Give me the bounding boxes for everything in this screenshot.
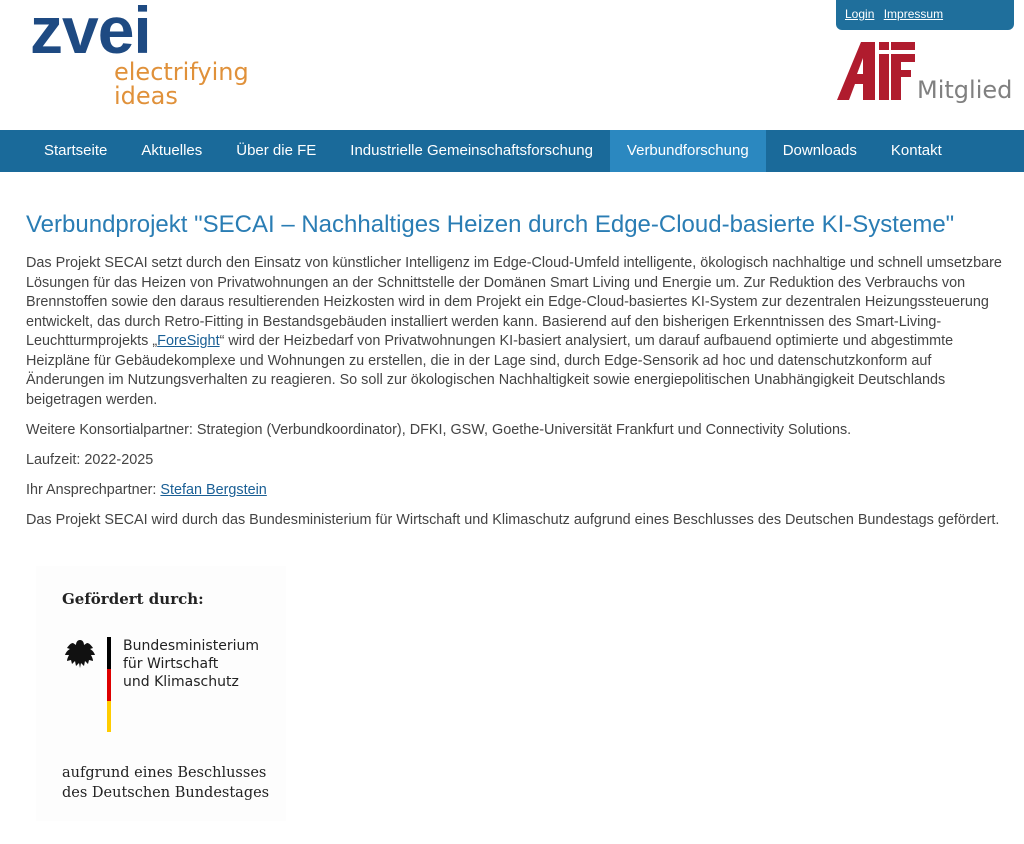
- ministry-name: [123, 637, 259, 691]
- page-title: Verbundprojekt "SECAI – Nachhaltiges Heizen durch Edge-Cloud-basierte KI-Systeme": [26, 211, 955, 238]
- intro-text-before-link: Das Projekt SECAI setzt durch den Einsatz von künstlicher Intelligenz im Edge-Cloud-Umfeld intelligente, ökologisch nachhaltige und schnell umsetzbare Lösungen für das Heizen von Privatwohnungen an der Schnittstelle der Domänen Smart Living und Energie um. Zur Reduktion des Verbrauchs von Brennstoffen sowie den daraus resultierenden Heizkosten wird in dem Projekt ein Edge-Cloud-basiertes KI-System zur dezentralen Heizungssteuerung entwickelt, das durch Retro-Fitting in Bestandsgebäuden installiert werden kann. Basierend auf den bisherigen Erkenntnissen des Smart-Living-Leuchtturmprojekts „: [26, 255, 1002, 349]
- nav-item-industrielle-gemeinschaftsforschung[interactable]: Industrielle Gemeinschaftsforschung: [350, 142, 593, 159]
- login-link[interactable]: Login: [845, 7, 875, 21]
- nav-item-startseite[interactable]: Startseite: [44, 142, 108, 159]
- aif-mitglied-text: Mitglied: [917, 76, 1013, 104]
- ministry-line-2: für Wirtschaft: [123, 656, 219, 672]
- main-content: [26, 210, 1004, 541]
- nav-item-downloads[interactable]: Downloads: [782, 142, 857, 159]
- zvei-logo-tagline-1: electrifying: [114, 58, 249, 86]
- intro-text-after-link: “ wird der Heizbedarf von Privatwohnungen KI-basiert analysiert, um darauf aufbauend optimierte und abgestimmte Heizpläne für Gebäudekomplexe und Wohnungen zu erstellen, die in der Lage sind, durch Edge-Sensorik ad hoc und datenschutzkonform auf Änderungen im Nutzungsverhalten zu reagieren. So soll zur ökologischen Nachhaltigkeit sowie energiepolitischen Unabhängigkeit Deutschlands beigetragen werden.: [26, 333, 954, 408]
- contact-paragraph: [26, 481, 1004, 501]
- aif-logo-mark: [835, 40, 917, 104]
- intro-paragraph: [26, 254, 1004, 410]
- partners-paragraph: Weitere Konsortialpartner: Strategion (Verbundkoordinator), DFKI, GSW, Goethe-Universität Frankfurt und Connectivity Solutions.: [26, 421, 852, 438]
- runtime-paragraph: Laufzeit: 2022-2025: [26, 451, 154, 468]
- aif-member-logo: [835, 40, 1020, 106]
- bmwk-funding-logo: [36, 566, 286, 821]
- nav-item-verbundforschung[interactable]: Verbundforschung: [610, 130, 766, 172]
- nav-item-kontakt[interactable]: Kontakt: [890, 142, 942, 159]
- german-flag-bar: [107, 637, 111, 732]
- nav-item-aktuelles[interactable]: Aktuelles: [141, 142, 203, 159]
- zvei-logo-word: zvei: [30, 0, 151, 67]
- zvei-logo[interactable]: [30, 0, 249, 108]
- impressum-link[interactable]: Impressum: [883, 7, 944, 21]
- bundestag-decision-text: [62, 763, 269, 803]
- ministry-line-1: Bundesministerium: [123, 638, 259, 654]
- decision-line-2: des Deutschen Bundestages: [62, 785, 270, 801]
- main-navigation: [0, 130, 1024, 172]
- foresight-link[interactable]: ForeSight: [157, 333, 220, 349]
- zvei-logo-tagline-2: ideas: [114, 82, 178, 110]
- decision-line-1: aufgrund eines Beschlusses: [62, 765, 267, 781]
- funding-paragraph: Das Projekt SECAI wird durch das Bundesministerium für Wirtschaft und Klimaschutz aufgrund eines Beschlusses des Deutschen Bundestags gefördert.: [26, 511, 1000, 528]
- ministry-line-3: und Klimaschutz: [123, 674, 239, 690]
- nav-item-ueber-die-fe[interactable]: Über die FE: [236, 142, 317, 159]
- funding-label: Gefördert durch:: [62, 590, 204, 608]
- contact-person-link[interactable]: Stefan Bergstein: [160, 481, 267, 498]
- federal-eagle-icon: [62, 637, 98, 673]
- top-links-bar: [836, 0, 1014, 30]
- contact-label: Ihr Ansprechpartner:: [26, 481, 161, 498]
- site-header: [0, 0, 1024, 130]
